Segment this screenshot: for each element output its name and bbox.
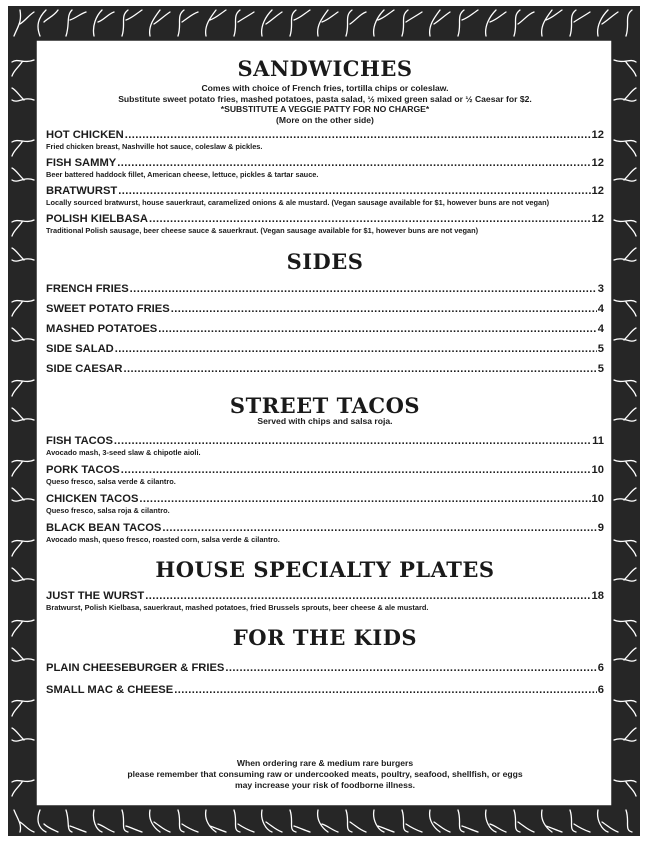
- sandwiches-list: [46, 129, 604, 236]
- item-price: 6: [597, 683, 604, 696]
- warning-line: may increase your risk of foodborne illness.: [234, 780, 416, 790]
- tacos-note: Served with chips and salsa roja.: [257, 416, 393, 426]
- sandwiches-note: Comes with choice of French fries, tortilla chips or coleslaw.: [201, 83, 449, 93]
- menu-item: [46, 303, 604, 316]
- item-price: 12: [591, 185, 604, 197]
- item-name: CHICKEN TACOS: [46, 492, 139, 505]
- item-price: 12: [591, 129, 604, 141]
- tacos-list: [46, 435, 604, 545]
- menu-item: [46, 213, 604, 236]
- item-name: BRATWURST: [46, 185, 118, 197]
- item-name: SWEET POTATO FRIES: [46, 303, 170, 315]
- item-price: 10: [591, 463, 604, 476]
- item-name: POLISH KIELBASA: [46, 213, 148, 225]
- item-price: 4: [597, 303, 604, 315]
- item-description: Locally sourced bratwurst, house sauerkraut, caramelized onions & ale mustard. (Vegan sausage available for $1, however buns are not vegan): [46, 198, 550, 207]
- leader-dots: [125, 129, 591, 142]
- item-price: 11: [592, 434, 604, 447]
- menu-page: [46, 50, 604, 800]
- leader-dots: [145, 590, 590, 603]
- menu-item: [46, 323, 604, 336]
- item-name: HOT CHICKEN: [46, 129, 124, 141]
- leader-dots: [139, 493, 590, 506]
- item-name: BLACK BEAN TACOS: [46, 521, 162, 534]
- leader-dots: [225, 662, 596, 675]
- item-price: 5: [597, 343, 604, 355]
- leader-dots: [130, 283, 597, 296]
- item-description: Avocado mash, queso fresco, roasted corn, salsa verde & cilantro.: [46, 534, 280, 544]
- leader-dots: [117, 157, 590, 170]
- item-description: Beer battered haddock fillet, American cheese, lettuce, pickles & tartar sauce.: [46, 170, 319, 179]
- menu-item: [46, 522, 604, 545]
- sandwiches-note: (More on the other side): [276, 114, 374, 125]
- menu-item: [46, 493, 604, 516]
- item-price: 12: [591, 213, 604, 225]
- item-description: Queso fresco, salsa verde & cilantro.: [46, 476, 176, 486]
- item-price: 9: [597, 521, 604, 534]
- leader-dots: [123, 363, 596, 376]
- item-name: JUST THE WURST: [46, 589, 145, 602]
- leader-dots: [114, 435, 591, 448]
- leader-dots: [118, 185, 590, 198]
- warning-line: please remember that consuming raw or undercooked meats, poultry, seafood, shellfish, or eggs: [127, 769, 523, 779]
- item-name: MASHED POTATOES: [46, 323, 158, 335]
- sandwiches-note: *SUBSTITUTE A VEGGIE PATTY FOR NO CHARGE*: [220, 104, 430, 114]
- item-name: FRENCH FRIES: [46, 283, 129, 295]
- menu-item: [46, 684, 604, 697]
- menu-item: [46, 129, 604, 152]
- section-title-kids: FOR THE KIDS: [232, 624, 418, 650]
- item-price: 12: [591, 157, 604, 169]
- leader-dots: [158, 323, 597, 336]
- warning-line: When ordering rare & medium rare burgers: [236, 758, 414, 768]
- menu-item: [46, 435, 604, 458]
- item-price: 4: [597, 323, 604, 335]
- leader-dots: [174, 684, 597, 697]
- item-description: Bratwurst, Polish Kielbasa, sauerkraut, mashed potatoes, fried Brussels sprouts, beer cheese & ale mustard.: [46, 602, 429, 612]
- section-title-tacos: STREET TACOS: [229, 393, 421, 418]
- item-price: 3: [597, 283, 604, 295]
- kids-list: [46, 662, 604, 697]
- menu-item: [46, 662, 604, 675]
- menu-item: [46, 590, 604, 613]
- sides-list: [46, 283, 604, 376]
- item-price: 10: [591, 492, 604, 505]
- sandwiches-note: Substitute sweet potato fries, mashed potatoes, pasta salad, ½ mixed green salad or ½ Caesar for $2.: [118, 93, 532, 104]
- item-name: FISH SAMMY: [46, 157, 117, 169]
- menu-item: [46, 363, 604, 376]
- section-title-sides: SIDES: [286, 249, 364, 274]
- sandwiches-notes: [46, 83, 604, 125]
- menu-item: [46, 343, 604, 356]
- item-name: SMALL MAC & CHEESE: [46, 683, 174, 696]
- item-price: 6: [597, 661, 604, 674]
- item-description: Fried chicken breast, Nashville hot sauce, coleslaw & pickles.: [46, 142, 263, 151]
- food-safety-warning: [46, 758, 604, 791]
- item-name: PLAIN CHEESEBURGER & FRIES: [46, 661, 225, 674]
- item-name: FISH TACOS: [46, 434, 113, 447]
- item-description: Avocado mash, 3-seed slaw & chipotle aioli.: [46, 447, 201, 457]
- leader-dots: [162, 522, 596, 535]
- menu-item: [46, 157, 604, 180]
- leader-dots: [115, 343, 597, 356]
- item-name: SIDE CAESAR: [46, 363, 123, 375]
- menu-item: [46, 283, 604, 296]
- item-price: 18: [591, 589, 604, 602]
- item-description: Traditional Polish sausage, beer cheese sauce & sauerkraut. (Vegan sausage available for $1, however buns are not vegan): [46, 226, 479, 235]
- menu-item: [46, 464, 604, 487]
- item-name: PORK TACOS: [46, 463, 120, 476]
- section-title-sandwiches: SANDWICHES: [237, 56, 413, 81]
- item-price: 5: [597, 363, 604, 375]
- item-name: SIDE SALAD: [46, 343, 114, 355]
- section-title-specialty: HOUSE SPECIALTY PLATES: [155, 556, 495, 582]
- specialty-list: [46, 590, 604, 613]
- leader-dots: [149, 213, 591, 226]
- leader-dots: [121, 464, 591, 477]
- item-description: Queso fresco, salsa roja & cilantro.: [46, 505, 170, 515]
- menu-item: [46, 185, 604, 208]
- leader-dots: [171, 303, 597, 316]
